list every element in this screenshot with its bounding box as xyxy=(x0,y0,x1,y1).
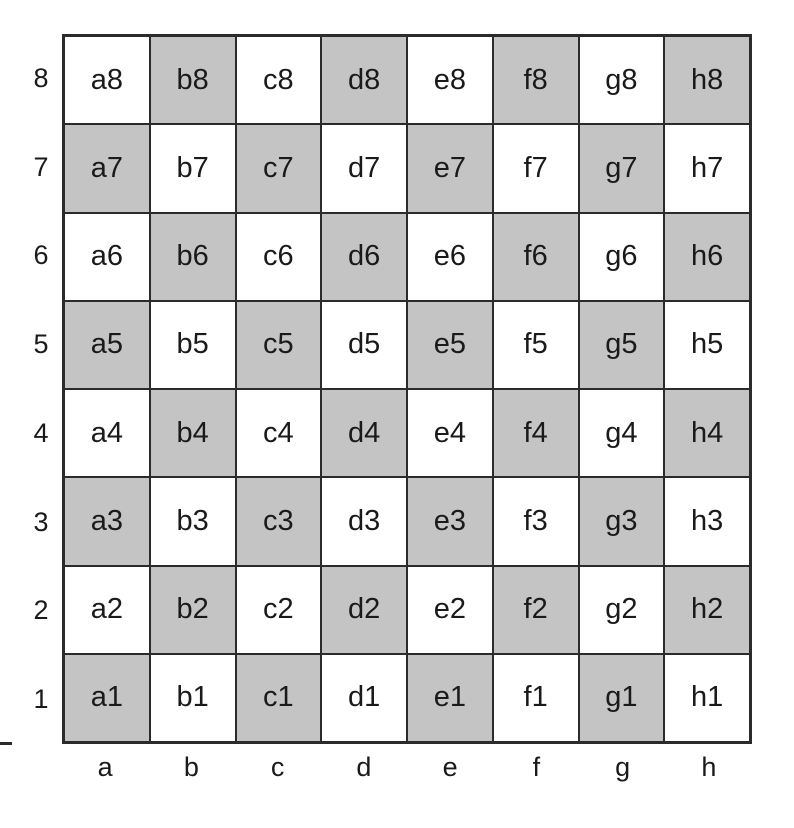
rank-label-6: 6 xyxy=(33,240,49,271)
square-f8[interactable]: f8 xyxy=(494,37,578,123)
rank-label-2: 2 xyxy=(33,595,49,626)
left-edge-tick-mark xyxy=(0,742,12,745)
square-c6[interactable]: c6 xyxy=(237,214,321,300)
square-a3[interactable]: a3 xyxy=(65,478,149,564)
square-g4[interactable]: g4 xyxy=(580,390,664,476)
square-h5[interactable]: h5 xyxy=(665,302,749,388)
square-h4[interactable]: h4 xyxy=(665,390,749,476)
square-c4[interactable]: c4 xyxy=(237,390,321,476)
square-h7[interactable]: h7 xyxy=(665,125,749,211)
square-h6[interactable]: h6 xyxy=(665,214,749,300)
file-label-a: a xyxy=(97,752,113,782)
square-f5[interactable]: f5 xyxy=(494,302,578,388)
square-e1[interactable]: e1 xyxy=(408,655,492,741)
file-label-g: g xyxy=(615,752,631,782)
square-e3[interactable]: e3 xyxy=(408,478,492,564)
square-c8[interactable]: c8 xyxy=(237,37,321,123)
square-a2[interactable]: a2 xyxy=(65,567,149,653)
square-b8[interactable]: b8 xyxy=(151,37,235,123)
square-e4[interactable]: e4 xyxy=(408,390,492,476)
square-d3[interactable]: d3 xyxy=(322,478,406,564)
file-label-b: b xyxy=(183,752,199,782)
square-c2[interactable]: c2 xyxy=(237,567,321,653)
square-c1[interactable]: c1 xyxy=(237,655,321,741)
square-b3[interactable]: b3 xyxy=(151,478,235,564)
square-b5[interactable]: b5 xyxy=(151,302,235,388)
square-e6[interactable]: e6 xyxy=(408,214,492,300)
square-g2[interactable]: g2 xyxy=(580,567,664,653)
rank-label-1: 1 xyxy=(33,684,49,715)
square-f3[interactable]: f3 xyxy=(494,478,578,564)
square-g6[interactable]: g6 xyxy=(580,214,664,300)
square-a8[interactable]: a8 xyxy=(65,37,149,123)
square-g3[interactable]: g3 xyxy=(580,478,664,564)
square-b4[interactable]: b4 xyxy=(151,390,235,476)
square-f6[interactable]: f6 xyxy=(494,214,578,300)
square-b1[interactable]: b1 xyxy=(151,655,235,741)
file-label-h: h xyxy=(701,752,717,782)
rank-label-3: 3 xyxy=(33,506,49,537)
square-e5[interactable]: e5 xyxy=(408,302,492,388)
rank-label-5: 5 xyxy=(33,329,49,360)
square-e8[interactable]: e8 xyxy=(408,37,492,123)
rank-label-8: 8 xyxy=(33,62,49,93)
square-f1[interactable]: f1 xyxy=(494,655,578,741)
square-f2[interactable]: f2 xyxy=(494,567,578,653)
rank-label-4: 4 xyxy=(33,417,49,448)
square-h8[interactable]: h8 xyxy=(665,37,749,123)
square-d7[interactable]: d7 xyxy=(322,125,406,211)
square-a4[interactable]: a4 xyxy=(65,390,149,476)
chessboard-grid xyxy=(62,34,752,744)
file-label-e: e xyxy=(442,752,458,782)
square-a7[interactable]: a7 xyxy=(65,125,149,211)
square-d6[interactable]: d6 xyxy=(322,214,406,300)
square-d2[interactable]: d2 xyxy=(322,567,406,653)
square-g5[interactable]: g5 xyxy=(580,302,664,388)
square-c5[interactable]: c5 xyxy=(237,302,321,388)
square-d1[interactable]: d1 xyxy=(322,655,406,741)
square-f4[interactable]: f4 xyxy=(494,390,578,476)
square-f7[interactable]: f7 xyxy=(494,125,578,211)
square-g7[interactable]: g7 xyxy=(580,125,664,211)
square-h2[interactable]: h2 xyxy=(665,567,749,653)
square-a1[interactable]: a1 xyxy=(65,655,149,741)
square-c3[interactable]: c3 xyxy=(237,478,321,564)
square-e7[interactable]: e7 xyxy=(408,125,492,211)
file-label-f: f xyxy=(532,752,541,782)
rank-label-7: 7 xyxy=(33,151,49,182)
corner-spacer xyxy=(20,744,62,794)
file-label-row xyxy=(62,744,752,794)
rank-label-column xyxy=(20,34,62,744)
square-h1[interactable]: h1 xyxy=(665,655,749,741)
square-b6[interactable]: b6 xyxy=(151,214,235,300)
square-e2[interactable]: e2 xyxy=(408,567,492,653)
square-h3[interactable]: h3 xyxy=(665,478,749,564)
square-g1[interactable]: g1 xyxy=(580,655,664,741)
square-a5[interactable]: a5 xyxy=(65,302,149,388)
square-c7[interactable]: c7 xyxy=(237,125,321,211)
square-d4[interactable]: d4 xyxy=(322,390,406,476)
file-label-d: d xyxy=(356,752,372,782)
square-d5[interactable]: d5 xyxy=(322,302,406,388)
square-a6[interactable]: a6 xyxy=(65,214,149,300)
square-b7[interactable]: b7 xyxy=(151,125,235,211)
square-b2[interactable]: b2 xyxy=(151,567,235,653)
file-label-c: c xyxy=(270,752,285,782)
square-g8[interactable]: g8 xyxy=(580,37,664,123)
square-d8[interactable]: d8 xyxy=(322,37,406,123)
board-with-coordinates xyxy=(20,34,760,794)
